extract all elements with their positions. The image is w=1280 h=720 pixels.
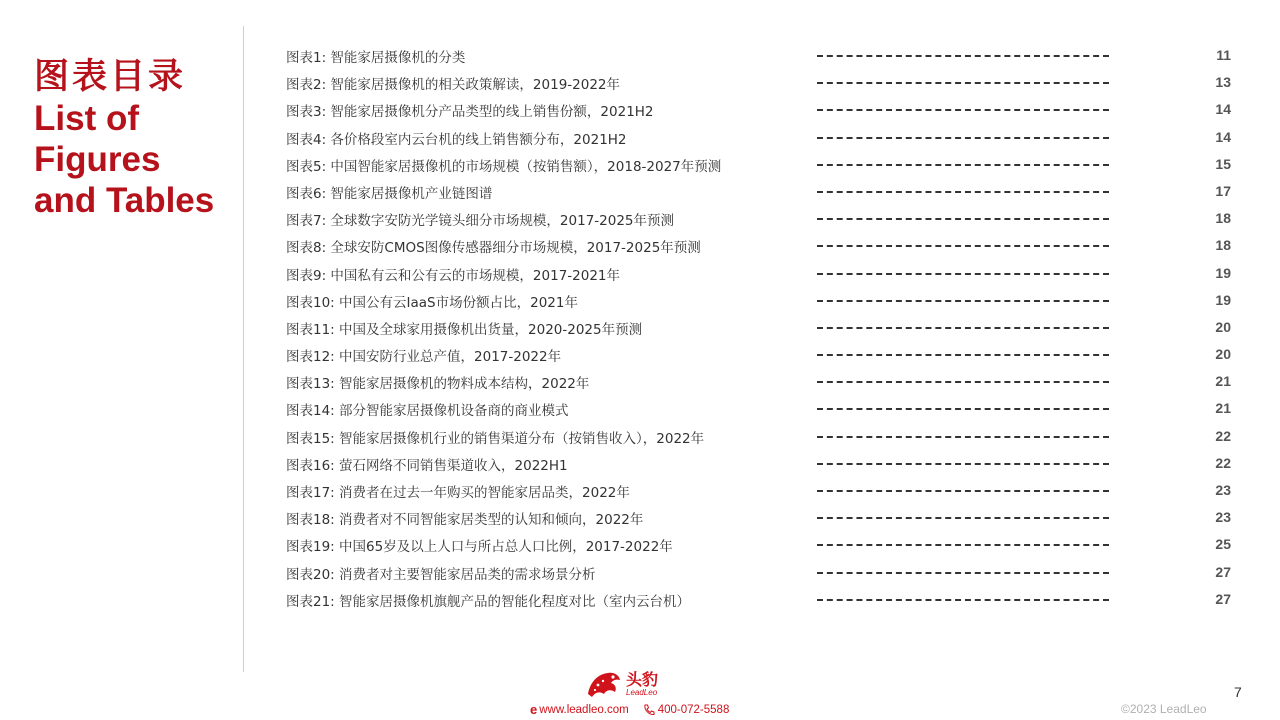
toc-leader-dots — [817, 164, 1109, 166]
toc-row[interactable] — [286, 178, 1231, 205]
website-link[interactable]: www.leadleo.com — [539, 703, 629, 716]
toc-leader-dots — [817, 436, 1109, 438]
toc-label: 图表9: 中国私有云和公有云的市场规模，2017-2021年 — [286, 267, 621, 284]
toc-row[interactable] — [286, 423, 1231, 450]
toc-page-number: 17 — [1215, 182, 1231, 199]
title-english-line-2: Figures — [34, 140, 161, 179]
toc-label: 图表15: 智能家居摄像机行业的销售渠道分布（按销售收入），2022年 — [286, 430, 705, 447]
toc-row[interactable] — [286, 341, 1231, 368]
toc-leader-dots — [817, 544, 1109, 546]
toc-page-number: 27 — [1215, 563, 1231, 580]
toc-leader-dots — [817, 463, 1109, 465]
toc-page-number: 18 — [1215, 210, 1231, 227]
toc-label: 图表5: 中国智能家居摄像机的市场规模（按销售额），2018-2027年预测 — [286, 158, 722, 175]
toc-label: 图表1: 智能家居摄像机的分类 — [286, 50, 466, 66]
toc-page-number: 18 — [1215, 237, 1231, 254]
toc-page-number: 21 — [1215, 373, 1231, 390]
page-title — [34, 56, 214, 221]
toc-row[interactable] — [286, 42, 1231, 69]
toc-leader-dots — [817, 354, 1109, 356]
title-english-line-3: and Tables — [34, 181, 215, 220]
leopard-logo-icon — [586, 668, 622, 700]
toc-row[interactable] — [286, 205, 1231, 232]
toc-row[interactable] — [286, 124, 1231, 151]
phone-icon — [643, 704, 655, 716]
toc-label: 图表7: 全球数字安防光学镜头细分市场规模，2017-2025年预测 — [286, 213, 675, 230]
toc-row[interactable] — [286, 531, 1231, 558]
toc-label: 图表14: 部分智能家居摄像机设备商的商业模式 — [286, 403, 569, 420]
toc-page-number: 21 — [1215, 400, 1231, 417]
toc-leader-dots — [817, 55, 1109, 57]
toc-leader-dots — [817, 408, 1109, 410]
toc-label: 图表10: 中国公有云IaaS市场份额占比，2021年 — [286, 294, 578, 311]
toc-label: 图表20: 消费者对主要智能家居品类的需求场景分析 — [286, 566, 596, 583]
toc-page-number: 13 — [1215, 74, 1231, 91]
toc-row[interactable] — [286, 559, 1231, 586]
toc-label: 图表18: 消费者对不同智能家居类型的认知和倾向，2022年 — [286, 512, 644, 529]
toc-page-number: 20 — [1215, 318, 1231, 335]
toc-leader-dots — [817, 218, 1109, 220]
title-english-line-1: List of — [34, 99, 139, 138]
brand-name-cn: 头豹 — [626, 669, 659, 689]
toc-page-number: 14 — [1215, 101, 1231, 118]
toc-leader-dots — [817, 599, 1109, 601]
toc-page-number: 22 — [1215, 454, 1231, 471]
toc-leader-dots — [817, 327, 1109, 329]
toc-row[interactable] — [286, 287, 1231, 314]
toc-label: 图表6: 智能家居摄像机产业链图谱 — [286, 185, 493, 202]
toc-row[interactable] — [286, 477, 1231, 504]
toc-page-number: 25 — [1215, 536, 1231, 553]
toc-page-number: 23 — [1215, 509, 1231, 526]
toc-page-number: 23 — [1215, 482, 1231, 498]
toc-label: 图表17: 消费者在过去一年购买的智能家居品类，2022年 — [286, 485, 630, 501]
toc-row[interactable] — [286, 395, 1231, 422]
toc-label: 图表19: 中国65岁及以上人口与所占总人口比例，2017-2022年 — [286, 539, 673, 556]
vertical-divider — [243, 26, 244, 672]
title-chinese: 图表目录 — [34, 57, 187, 97]
toc-leader-dots — [817, 82, 1109, 84]
toc-label: 图表12: 中国安防行业总产值，2017-2022年 — [286, 349, 562, 366]
toc-page-number: 19 — [1215, 264, 1231, 281]
toc-row[interactable] — [286, 96, 1231, 123]
toc-label: 图表21: 智能家居摄像机旗舰产品的智能化程度对比（室内云台机） — [286, 593, 691, 610]
toc-row[interactable] — [286, 232, 1231, 259]
toc-row[interactable] — [286, 69, 1231, 96]
page-number: 7 — [1234, 684, 1242, 700]
toc-page-number: 20 — [1215, 346, 1231, 363]
brand-name-en: LeadLeo — [626, 687, 658, 697]
toc-row[interactable] — [286, 151, 1231, 178]
toc-row[interactable] — [286, 368, 1231, 395]
toc-label: 图表16: 萤石网络不同销售渠道收入，2022H1 — [286, 457, 568, 474]
toc-leader-dots — [817, 572, 1109, 574]
toc-leader-dots — [817, 191, 1109, 193]
toc-page-number: 19 — [1215, 291, 1231, 308]
phone-number: 400-072-5588 — [657, 703, 730, 716]
toc-leader-dots — [817, 109, 1109, 111]
toc-row[interactable] — [286, 450, 1231, 477]
toc-leader-dots — [817, 137, 1109, 139]
toc-row[interactable] — [286, 260, 1231, 287]
toc-leader-dots — [817, 517, 1109, 519]
toc-leader-dots — [817, 490, 1109, 492]
toc-leader-dots — [817, 273, 1109, 275]
toc-label: 图表4: 各价格段室内云台机的线上销售额分布，2021H2 — [286, 131, 627, 148]
toc-label: 图表11: 中国及全球家用摄像机出货量，2020-2025年预测 — [286, 321, 643, 338]
toc-page-number: 15 — [1215, 155, 1231, 172]
toc-row[interactable] — [286, 504, 1231, 531]
toc-page-number: 14 — [1215, 128, 1231, 145]
toc-leader-dots — [817, 381, 1109, 383]
toc-row[interactable] — [286, 586, 1231, 613]
toc-label: 图表13: 智能家居摄像机的物料成本结构，2022年 — [286, 376, 590, 393]
copyright: ©2023 LeadLeo — [1121, 702, 1207, 716]
table-of-contents — [286, 42, 1231, 613]
brand-logo — [586, 668, 658, 700]
toc-page-number: 22 — [1215, 427, 1231, 444]
toc-leader-dots — [817, 300, 1109, 302]
toc-row[interactable] — [286, 314, 1231, 341]
web-icon: e — [530, 702, 538, 717]
toc-page-number: 11 — [1216, 47, 1231, 63]
toc-label: 图表2: 智能家居摄像机的相关政策解读，2019-2022年 — [286, 77, 621, 94]
toc-label: 图表3: 智能家居摄像机分产品类型的线上销售份额，2021H2 — [286, 104, 654, 121]
toc-page-number: 27 — [1215, 590, 1231, 607]
footer-contact — [530, 702, 729, 717]
toc-label: 图表8: 全球安防CMOS图像传感器细分市场规模，2017-2025年预测 — [286, 240, 701, 257]
toc-leader-dots — [817, 245, 1109, 247]
